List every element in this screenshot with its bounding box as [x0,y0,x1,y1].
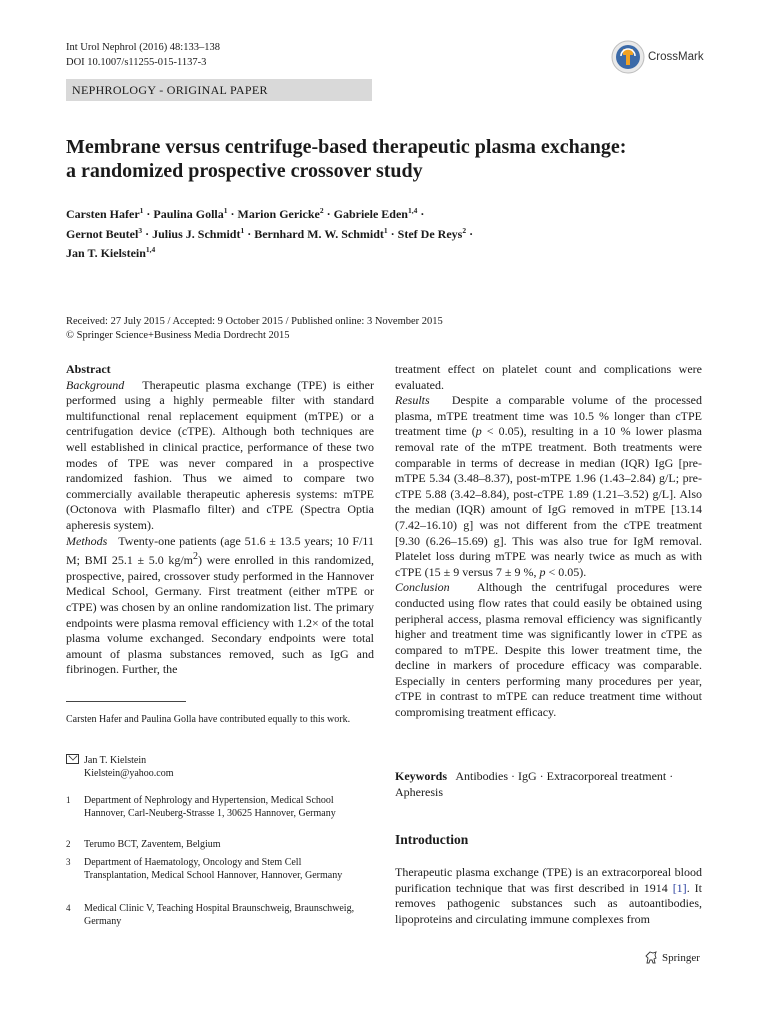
author-affiliation: 1 [240,225,245,235]
affiliation-text: Department of Haematology, Oncology and Stem Cell Transplantation, Medical School Hannover, Hannover, Germany [84,857,343,881]
background-label: Background [66,377,125,392]
abstract-background [66,378,374,534]
affiliation-text: Medical Clinic V, Teaching Hospital Braunschweig, Braunschweig, Germany [84,903,355,927]
conclusion-label: Conclusion [395,580,450,595]
author-line [66,242,706,262]
author-affiliation: 2 [462,225,467,235]
article-title [66,135,706,183]
crossmark-badge[interactable] [611,40,705,78]
results-p: p [475,424,482,439]
author-separator: · [227,207,238,221]
methods-sup: 2 [192,551,198,563]
abstract-methods [66,534,374,678]
author-name[interactable]: Gabriele Eden [333,207,408,221]
affiliation-number: 3 [66,857,71,867]
publisher-name: Springer [662,951,700,964]
author-line [66,223,706,243]
introduction-text [395,865,702,927]
author-separator: · [387,226,398,241]
author-list [66,203,706,262]
author-separator: · [323,207,334,221]
results-text: Despite a comparable volume of the processed plasma, mTPE treatment time was 10.5 % longer than cTPE treatment time ( [395,393,702,439]
right-column [395,362,702,721]
keywords-text: Antibodies · IgG · Extracorporeal treatment · Apheresis [395,769,674,799]
results-p: p [539,564,546,579]
affiliation-text: Department of Nephrology and Hypertension, Medical School Hannover, Carl-Neuberg-Strasse 1, 30625 Hannover, Germany [84,795,336,819]
correspondence-text [84,754,366,780]
reference-link[interactable]: [1] [672,880,687,895]
correspondence-email[interactable]: Kielstein@yahoo.com [84,768,174,779]
results-text: < 0.05). [545,564,587,579]
methods-label: Methods [66,533,108,548]
affiliation-number: 4 [66,903,71,913]
title-line-1: Membrane versus centrifuge-based therapeutic plasma exchange: [66,136,627,158]
section-bar [66,79,372,101]
affiliation-number: 2 [66,839,71,849]
copyright-line: © Springer Science+Business Media Dordrecht 2015 [66,329,290,341]
author-separator: · [143,207,154,221]
conclusion-text: Although the centrifugal procedures were conducted using flow rates that could easily be obtained using peripheral access, plasma removal efficiency was significantly higher and treatment time was significantly lower in cTPE as compared to mTPE. Despite this lower treatment time, the decline in markers of procedure efficacy was comparable. Especially in centers performing many procedures per year, cTPE in contrast to mTPE can reduce treatment time without compromising treatment efficacy. [395,580,703,720]
author-name[interactable]: Bernhard M. W. Schmidt [254,226,384,241]
author-separator: · [244,226,255,241]
author-affiliation: 1,4 [407,206,418,215]
journal-header [66,40,220,70]
author-line [66,203,706,223]
author-name[interactable]: Stef De Reys [397,226,463,241]
author-name[interactable]: Julius J. Schmidt [152,226,241,241]
left-column [66,362,374,678]
results-label: Results [395,393,430,408]
footnote-equal-contribution: Carsten Hafer and Paulina Golla have contributed equally to this work. [66,714,351,725]
author-affiliation: 3 [138,225,143,235]
introduction-heading: Introduction [395,832,469,847]
author-separator: · [466,226,474,241]
author-affiliation: 1 [223,206,228,215]
author-affiliation: 1,4 [145,245,156,254]
keywords-label: Keywords [395,769,447,783]
author-name[interactable]: Carsten Hafer [66,207,140,221]
footnote-rule [66,701,186,702]
title-line-2: a randomized prospective crossover study [66,160,423,182]
keywords [395,768,702,800]
envelope-icon [66,754,79,768]
author-separator: · [142,226,153,241]
methods-continued: treatment effect on platelet count and complications were evaluated. [395,362,702,392]
intro-text: . It removes pathogenic substances such as autoantibodies, lipoproteins and circulating immune complexes from [395,880,702,926]
affiliation-text: Terumo BCT, Zaventem, Belgium [84,839,221,850]
author-name[interactable]: Jan T. Kielstein [66,246,146,260]
abstract-heading: Abstract [66,362,111,376]
author-name[interactable]: Paulina Golla [153,207,224,221]
results-text: < 0.05), resulting in a 10 % lower plasma removal rate of the mTPE treatment. Both treatments were comparable in terms of decrease in median (IQR) IgG [pre-mTPE 5.34 (3.48–8.37), post-mTPE 1.96 (1.43–2.84) g/L; pre-cTPE 5.88 (3.42–8.84), post-cTPE 1.89 (1.21–3.52) g/L]. Also the median (IQR) amount of IgG removed in mTPE [13.14 (7.42–16.10) g] was not different from the cTPE treatment [9.30 (6.26–15.69) g]. This was also true for IgM removal. Platelet loss during mTPE was nearly twice as much as with cTPE (15 ± 9 versus 7 ± 9 %, [395,424,702,579]
methods-text: Twenty-one patients (age 51.6 ± 13.5 years; 10 F/11 M; BMI 25.1 ± 5.0 kg/m [66,533,374,568]
journal-citation: Int Urol Nephrol (2016) 48:133–138 [66,42,220,53]
background-text: Therapeutic plasma exchange (TPE) is either performed using a highly permeable filter with standard multifunctional renal replacement equipment (mTPE) or a centrifugation device (cTPE). Although both techniques are well established in clinical practice, performance of these two modes of TPE was never compared in a prospective randomized fashion. Thus we aimed to compare two commercially available therapeutic apheresis systems: mTPE (Octonova with Plasmaflo filter) and cTPE (Spectra Optia apheresis system). [66,377,374,532]
publisher-mark [645,951,700,964]
author-affiliation: 1 [139,206,144,215]
abstract-conclusion [395,580,702,720]
methods-text: ) were enrolled in this randomized, prospective, paired, crossover study performed in the Hannover Medical School, Germany. First treatment (either mTPE or cTPE) was chosen by an online randomization list. The primary endpoints were plasma removal efficiency with 1.2× of the total plasma volume exchanged. Secondary endpoints were total amount of plasma substances removed, such as IgG and fibrinogen. Further, the [66,553,374,677]
author-name[interactable]: Gernot Beutel [66,226,139,241]
doi[interactable]: DOI 10.1007/s11255-015-1137-3 [66,57,207,68]
crossmark-icon [611,40,645,74]
author-affiliation: 1 [383,225,388,235]
affiliation-number: 1 [66,795,71,805]
abstract-results [395,393,702,580]
author-name[interactable]: Marion Gericke [237,207,320,221]
publication-dates [66,315,706,342]
dates-line: Received: 27 July 2015 / Accepted: 9 October 2015 / Published online: 3 November 2015 [66,316,443,327]
author-separator: · [417,207,425,221]
section-label: NEPHROLOGY - ORIGINAL PAPER [72,83,268,97]
correspondence-name: Jan T. Kielstein [84,755,147,766]
intro-text: Therapeutic plasma exchange (TPE) is an extracorporeal blood purification technique that was first described in 1914 [395,865,702,895]
author-affiliation: 2 [319,206,324,215]
crossmark-label: CrossMark [648,51,704,63]
springer-horse-icon [645,951,658,964]
